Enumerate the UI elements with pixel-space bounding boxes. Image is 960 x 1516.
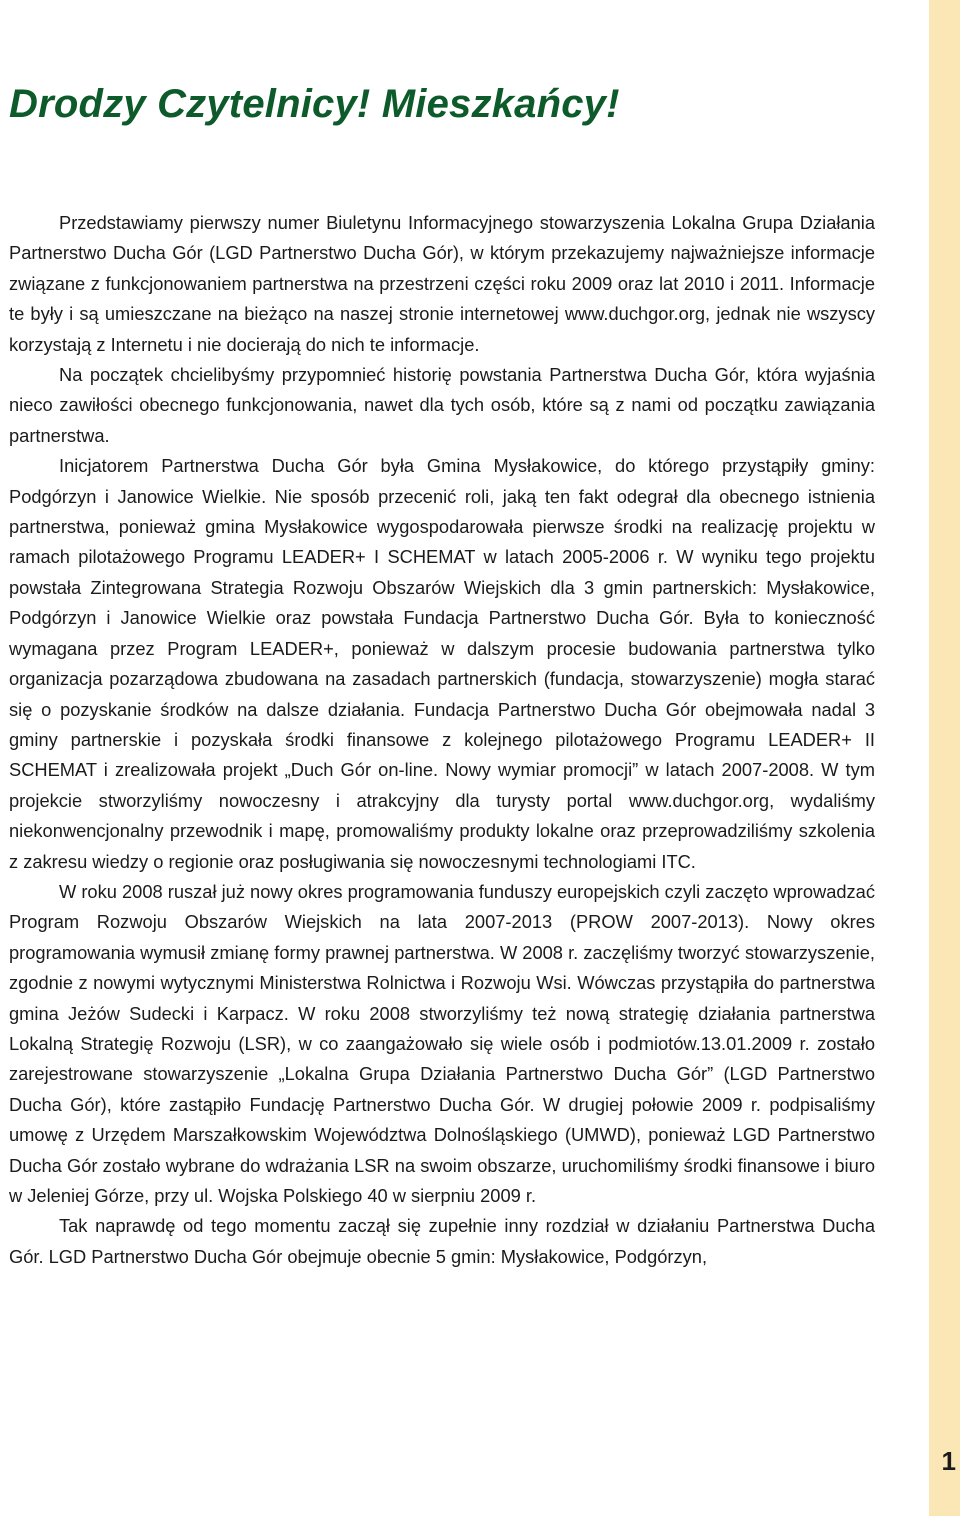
paragraph-history-start: Na początek chcielibyśmy przypomnieć historię powstania Partnerstwa Ducha Gór, która wyjaśnia nieco zawiłości obecnego funkcjonowania, nawet dla tych osób, które są z nami od początku zawiązania partnerstwa. (9, 364, 875, 446)
paragraph-new-chapter: Tak naprawdę od tego momentu zaczął się zupełnie inny rozdział w działaniu Partnerstwa Ducha Gór. LGD Partnerstwo Ducha Gór obejmuje obecnie 5 gmin: Mysłakowice, Podgórzyn, (9, 1215, 875, 1267)
paragraph-initiators: Inicjatorem Partnerstwa Ducha Gór była Gmina Mysłakowice, do którego przystąpiły gminy: Podgórzyn i Janowice Wielkie. Nie sposób przecenić roli, jaką ten fakt odegrał dla obecnego istnienia partnerstwa, ponieważ gmina Mysłakowice wygospodarowała pierwsze środki na realizację projektu w ramach pilotażowego Programu LEADER+ I SCHEMAT w latach 2005-2006 r. W wyniku tego projektu powstała Zintegrowana Strategia Rozwoju Obszarów Wiejskich dla 3 gmin partnerskich: Mysłakowice, Podgórzyn i Janowice Wielkie oraz powstała Fundacja Partnerstwo Ducha Gór. Była to konieczność wymagana przez Program LEADER+, ponieważ w dalszym procesie budowania partnerstwa tylko organizacja pozarządowa zbudowana na zasadach partnerskich (fundacja, stowarzyszenie) mogła starać się o pozyskanie środków na dalsze działania. Fundacja Partnerstwo Ducha Gór obejmowała nadal 3 gminy partnerskie i pozyskała środki finansowe z kolejnego pilotażowego Programu LEADER+ II SCHEMAT i zrealizowała projekt „Duch Gór on-line. Nowy wymiar promocji” w latach 2007-2008. W tym projekcie stworzyliśmy nowoczesny i atrakcyjny dla turysty portal www.duchgor.org, wydaliśmy niekonwencjonalny przewodnik i mapę, promowaliśmy produkty lokalne oraz przeprowadziliśmy szkolenia z zakresu wiedzy o regionie oraz posługiwania się nowoczesnymi technologiami ITC. (9, 455, 875, 872)
paragraph-new-period: W roku 2008 ruszał już nowy okres programowania funduszy europejskich czyli zaczęto wprowadzać Program Rozwoju Obszarów Wiejskich na lata 2007-2013 (PROW 2007-2013). Nowy okres programowania wymusił zmianę formy prawnej partnerstwa. W 2008 r. zaczęliśmy tworzyć stowarzyszenie, zgodnie z nowymi wytycznymi Ministerstwa Rolnictwa i Rozwoju Wsi. Wówczas przystąpiła do partnerstwa gmina Jeżów Sudecki i Karpacz. W roku 2008 stworzyliśmy też nową strategię działania partnerstwa Lokalną Strategię Rozwoju (LSR), w co zaangażowało się wiele osób i podmiotów.13.01.2009 r. zostało zarejestrowane stowarzyszenie „Lokalna Grupa Działania Partnerstwo Ducha Gór” (LGD Partnerstwo Ducha Gór), które zastąpiło Fundację Partnerstwo Ducha Gór. W drugiej połowie 2009 r. podpisaliśmy umowę z Urzędem Marszałkowskim Województwa Dolnośląskiego (UMWD), ponieważ LGD Partnerstwo Ducha Gór zostało wybrane do wdrażania LSR na swoim obszarze, uruchomiliśmy środki finansowe i biuro w Jeleniej Górze, przy ul. Wojska Polskiego 40 w sierpniu 2009 r. (9, 880, 875, 1206)
paragraph-intro: Przedstawiamy pierwszy numer Biuletynu Informacyjnego stowarzyszenia Lokalna Grupa Działania Partnerstwo Ducha Gór (LGD Partnerstwo Ducha Gór), w którym przekazujemy najważniejsze informacje związane z funkcjonowaniem partnerstwa na przestrzeni części roku 2009 oraz lat 2010 i 2011. Informacje te były i są umieszczane na bieżąco na naszej stronie internetowej www.duchgor.org, jednak nie wszyscy korzystają z Internetu i nie docierają do nich te informacje. (9, 212, 875, 355)
article-body (9, 208, 875, 1272)
page-title: Drodzy Czytelnicy! Mieszkańcy! (9, 82, 620, 126)
page-number: 1 (941, 1446, 956, 1476)
page-side-strip (929, 0, 960, 1516)
